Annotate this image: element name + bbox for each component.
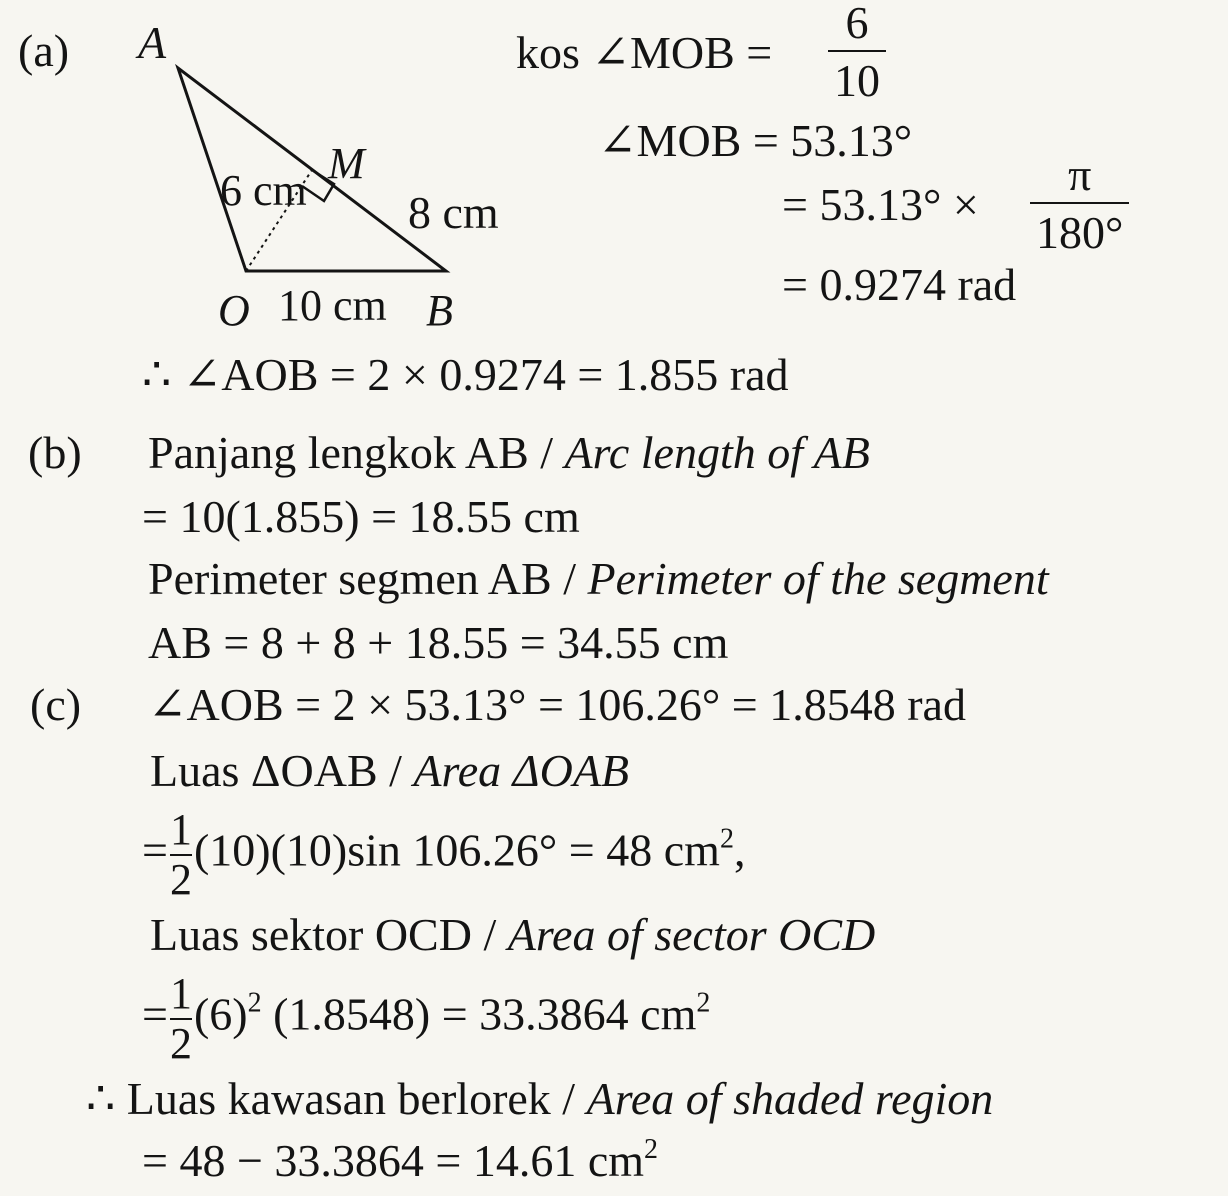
shaded-area-expression: = 48 − 33.3864 = 14.61 cm — [142, 1135, 645, 1186]
vertex-o-label: O — [218, 286, 250, 330]
fraction-one-half — [169, 969, 192, 1068]
fraction-denominator: 2 — [169, 855, 192, 904]
arc-length-heading-malay: Panjang lengkok AB / — [148, 427, 565, 478]
arc-length-heading — [148, 427, 870, 478]
exponent: 2 — [719, 823, 734, 855]
label-8cm: 8 cm — [408, 187, 499, 238]
shaded-area-heading-malay: ∴ Luas kawasan berlorek / — [86, 1073, 587, 1124]
equals-sign: = — [142, 824, 168, 876]
sector-area-heading-malay: Luas sektor OCD / — [150, 909, 508, 960]
fraction-denominator: 2 — [169, 1019, 192, 1068]
sector-area-expression: (1.8548) = 33.3864 cm — [261, 988, 697, 1040]
radius-term: (6) — [193, 988, 248, 1040]
triangle-diagram — [120, 20, 540, 330]
exponent: 2 — [644, 1134, 659, 1165]
fraction-one-half — [169, 805, 192, 904]
arc-length-calculation: = 10(1.855) = 18.55 cm — [142, 491, 580, 542]
part-b-label: (b) — [28, 427, 82, 478]
triangle-area-expression: (10)(10)sin 106.26° = 48 cm — [193, 824, 720, 876]
fraction-numerator: 1 — [169, 969, 192, 1018]
triangle-area-heading — [150, 745, 630, 796]
segment-perimeter-heading-malay: Perimeter segmen AB / — [148, 553, 588, 604]
segment-perimeter-heading — [148, 553, 1049, 604]
fraction-denominator: 10 — [834, 55, 880, 106]
triangle-area-calculation — [142, 805, 746, 904]
sector-area-heading-english: Area of sector OCD — [507, 909, 876, 960]
shaded-area-heading — [86, 1073, 994, 1124]
vertex-b-label: B — [426, 286, 453, 330]
angle-aob-conclusion: ∴ ∠AOB = 2 × 0.9274 = 1.855 rad — [142, 349, 789, 400]
sector-area-heading — [150, 909, 876, 960]
segment-perimeter-heading-english: Perimeter of the segment — [587, 553, 1049, 604]
part-a-label: (a) — [18, 25, 70, 76]
segment-perimeter-calculation: AB = 8 + 8 + 18.55 = 34.55 cm — [148, 617, 729, 668]
fraction-numerator: π — [1068, 149, 1092, 200]
shaded-area-calculation — [142, 1134, 659, 1186]
angle-mob-radians: = 0.9274 rad — [782, 259, 1017, 310]
sector-area-calculation — [142, 969, 711, 1068]
equals-sign: = — [142, 988, 168, 1040]
shaded-area-heading-english: Area of shaded region — [586, 1073, 994, 1124]
fraction-denominator: 180° — [1036, 207, 1124, 258]
vertex-m-label: M — [328, 139, 365, 188]
angle-mob-degrees: ∠MOB = 53.13° — [598, 115, 913, 166]
trailing-comma: , — [733, 824, 746, 876]
arc-length-heading-english: Arc length of AB — [564, 427, 870, 478]
part-c-label: (c) — [30, 679, 82, 730]
degree-to-radian-conversion: = 53.13° × — [782, 179, 979, 230]
triangle-area-heading-english: Area ΔOAB — [413, 745, 630, 796]
label-6cm: 6 cm — [220, 166, 307, 215]
triangle-oab — [178, 68, 446, 271]
fraction-pi-over-180 — [1030, 149, 1129, 258]
exponent: 2 — [247, 987, 262, 1019]
kos-mob-equation: kos ∠MOB = — [516, 27, 773, 78]
exponent: 2 — [696, 987, 711, 1019]
fraction-numerator: 6 — [845, 0, 869, 48]
fraction-6-over-10 — [828, 0, 886, 104]
fraction-numerator: 1 — [169, 805, 192, 854]
label-10cm: 10 cm — [278, 281, 387, 330]
angle-aob-calculation: ∠AOB = 2 × 53.13° = 106.26° = 1.8548 rad — [148, 679, 966, 730]
triangle-area-heading-malay: Luas ΔOAB / — [150, 745, 414, 796]
vertex-a-label: A — [138, 20, 167, 68]
